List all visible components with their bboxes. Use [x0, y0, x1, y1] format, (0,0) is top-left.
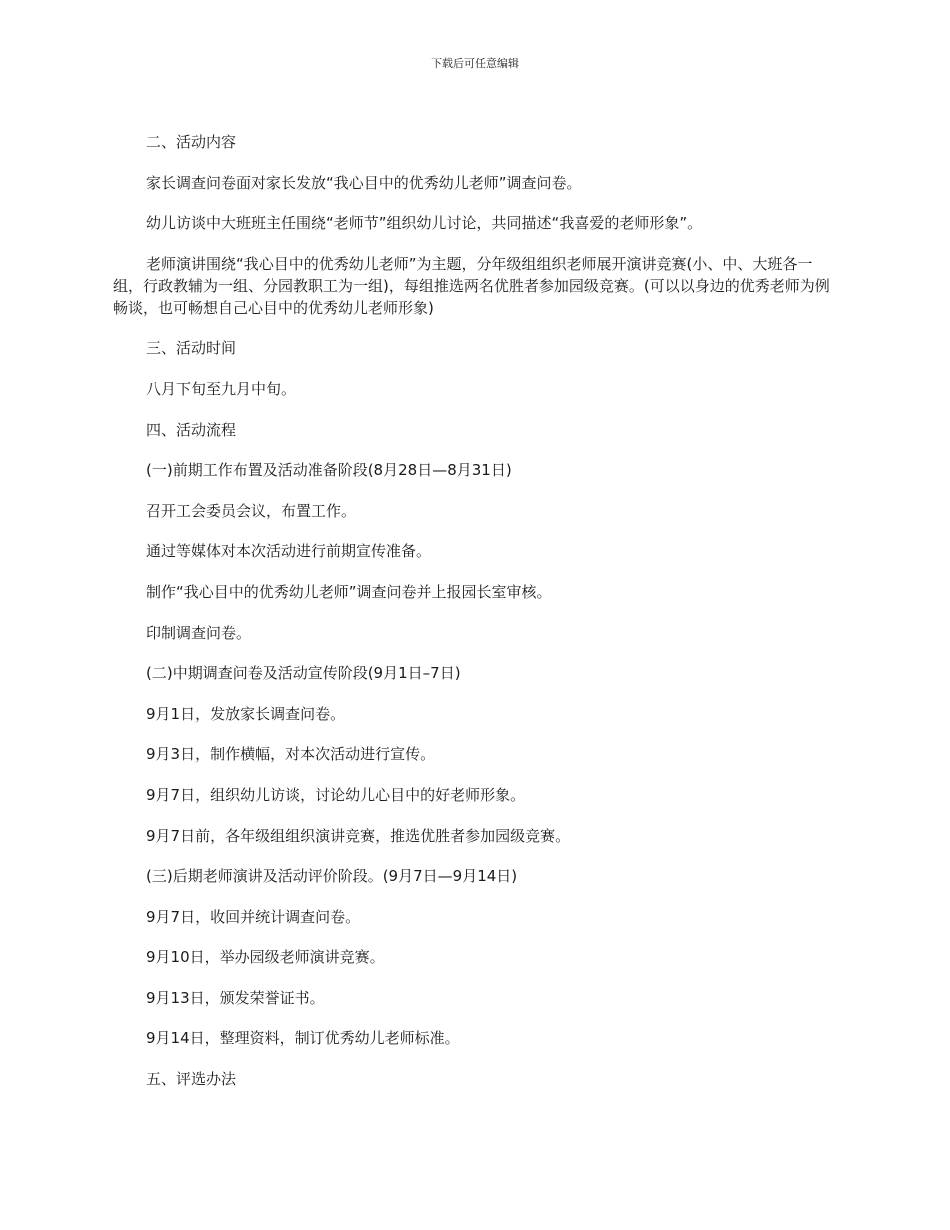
list-item: 9月7日前，各年级组组织演讲竞赛，推选优胜者参加园级竞赛。 — [146, 826, 571, 845]
list-item: 通过等媒体对本次活动进行前期宣传准备。 — [146, 542, 432, 561]
paragraph-teacher-speech: 老师演讲围绕“我心目中的优秀幼儿老师”为主题，分年级组组织老师展开演讲竞赛(小、中、大班各一组，行政教辅为一组、分园教职工为一组)，每组推选两名优胜者参加园级竞赛。(可以以身边的优秀老师为例畅谈，也可畅想自己心目中的优秀幼儿老师形象) — [113, 254, 830, 317]
list-item: 9月3日，制作横幅，对本次活动进行宣传。 — [146, 745, 436, 764]
phase-heading-one: (一)前期工作布置及活动准备阶段(8月28日—8月31日) — [146, 461, 512, 480]
list-item: 印制调查问卷。 — [146, 623, 252, 642]
phase-heading-three: (三)后期老师演讲及活动评价阶段。(9月7日—9月14日) — [146, 867, 518, 886]
list-item: 9月14日，整理资料，制订优秀幼儿老师标准。 — [146, 1029, 460, 1048]
phase-heading-two: (二)中期调查问卷及活动宣传阶段(9月1日–7日) — [146, 664, 461, 683]
list-item: 制作“我心目中的优秀幼儿老师”调查问卷并上报园长室审核。 — [146, 582, 552, 601]
document-body — [113, 131, 835, 1090]
list-item: 9月7日，组织幼儿访谈，讨论幼儿心目中的好老师形象。 — [146, 785, 526, 804]
paragraph-time-range: 八月下旬至九月中旬。 — [146, 379, 297, 398]
paragraph-parent-survey: 家长调查问卷面对家长发放“我心目中的优秀幼儿老师”调查问卷。 — [146, 173, 582, 192]
page-header-note: 下载后可任意编辑 — [431, 57, 519, 70]
list-item: 召开工会委员会议，布置工作。 — [146, 501, 357, 520]
list-item: 9月10日，举办园级老师演讲竞赛。 — [146, 948, 385, 967]
list-item: 9月1日，发放家长调查问卷。 — [146, 704, 346, 723]
list-item: 9月7日，收回并统计调查问卷。 — [146, 907, 361, 926]
section-heading-activity-process: 四、活动流程 — [146, 420, 237, 439]
section-heading-activity-content: 二、活动内容 — [146, 133, 237, 151]
paragraph-child-interview: 幼儿访谈中大班班主任围绕“老师节”组织幼儿讨论，共同描述“我喜爱的老师形象”。 — [146, 214, 703, 233]
section-heading-activity-time: 三、活动时间 — [146, 339, 237, 358]
section-heading-selection-method: 五、评选办法 — [146, 1070, 237, 1089]
list-item: 9月13日，颁发荣誉证书。 — [146, 988, 325, 1007]
